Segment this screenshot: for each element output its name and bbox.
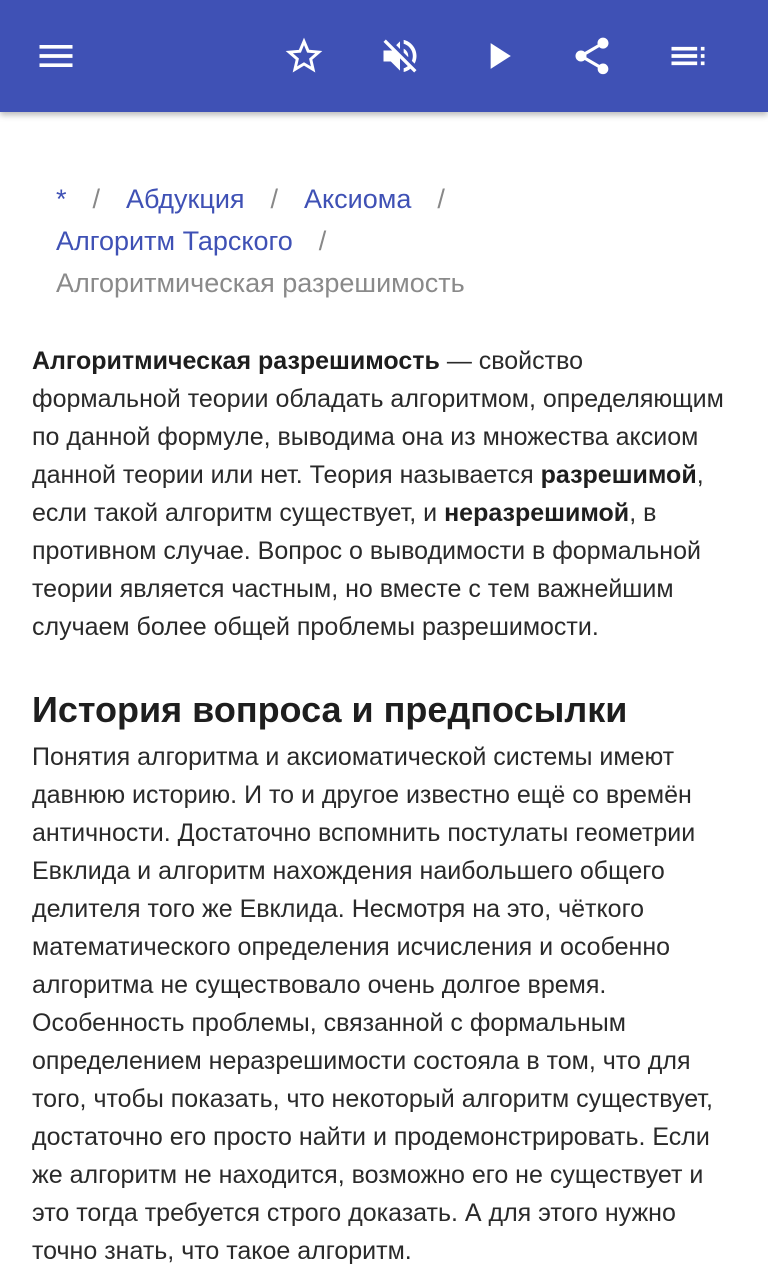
breadcrumb-separator: / bbox=[92, 184, 101, 214]
breadcrumb-separator: / bbox=[437, 184, 445, 214]
article-term: Алгоритмическая разрешимость bbox=[32, 347, 440, 375]
share-button[interactable] bbox=[560, 24, 624, 88]
intro-text-3: , в противном случае. Вопрос о выводимости в формальной теории является частным, но вместе с тем важнейшим случаем более общей проблемы разрешимости. bbox=[32, 499, 701, 641]
term-undecidable: неразрешимой bbox=[444, 499, 630, 527]
article-content bbox=[0, 112, 768, 1280]
volume-off-icon bbox=[378, 34, 422, 78]
table-of-contents-icon bbox=[666, 34, 710, 78]
breadcrumb-link-tarski-algorithm[interactable]: Алгоритм Тарского bbox=[56, 226, 293, 256]
favorite-button[interactable] bbox=[272, 24, 336, 88]
play-icon bbox=[476, 34, 520, 78]
breadcrumb-current: Алгоритмическая разрешимость bbox=[56, 268, 465, 298]
breadcrumb-link-home[interactable]: * bbox=[56, 184, 67, 214]
breadcrumb-separator: / bbox=[270, 184, 279, 214]
play-button[interactable] bbox=[466, 24, 530, 88]
star-outline-icon bbox=[282, 34, 326, 78]
intro-text-1: — свойство формальной теории обладать алгоритмом, определяющим по данной формуле, выводима она из множества аксиом данной теории или нет. Теория называется bbox=[32, 347, 724, 489]
breadcrumb bbox=[56, 178, 736, 304]
section-paragraph: Понятия алгоритма и аксиоматической системы имеют давнюю историю. И то и другое известно ещё со времён античности. Достаточно вспомнить постулаты геометрии Евклида и алгоритм нахождения наибольшего общего делителя того же Евклида. Несмотря на это, чёткого математического определения исчисления и особенно алгоритма не существовало очень долгое время. Особенность проблемы, связанной с формальным определением неразрешимости состояла в том, что для того, чтобы показать, что некоторый алгоритм существует, достаточно его просто найти и продемонстрировать. Если же алгоритм не находится, возможно его не существует и это тогда требуется строго доказать. А для этого нужно точно знать, что такое алгоритм. bbox=[32, 743, 713, 1265]
menu-button[interactable] bbox=[24, 24, 88, 88]
breadcrumb-link-axiom[interactable]: Аксиома bbox=[304, 184, 412, 214]
breadcrumb-separator: / bbox=[318, 226, 327, 256]
app-toolbar bbox=[0, 0, 768, 112]
hamburger-menu-icon bbox=[34, 34, 78, 78]
intro-paragraph bbox=[32, 342, 732, 646]
intro-text-2: , если такой алгоритм существует, и bbox=[32, 461, 704, 527]
mute-button[interactable] bbox=[368, 24, 432, 88]
term-decidable: разрешимой bbox=[540, 461, 697, 489]
breadcrumb-link-abduction[interactable]: Абдукция bbox=[126, 184, 245, 214]
share-icon bbox=[570, 34, 614, 78]
toc-button[interactable] bbox=[656, 24, 720, 88]
section-heading: История вопроса и предпосылки bbox=[32, 689, 628, 730]
